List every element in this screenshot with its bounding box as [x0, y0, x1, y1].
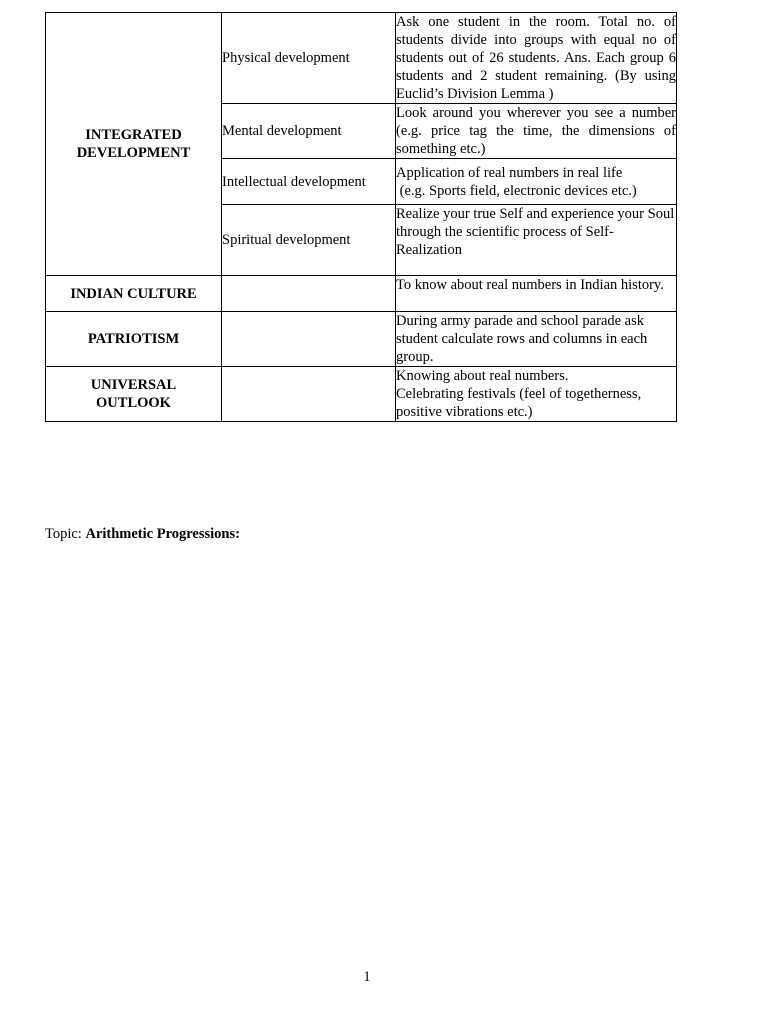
activity-line: Celebrating festivals (feel of togetherness, positive vibrations etc.)	[396, 386, 642, 420]
table-row	[46, 312, 677, 367]
category-line: UNIVERSAL	[90, 377, 177, 393]
category-indian-culture: INDIAN CULTURE	[46, 276, 222, 312]
sub-mental-development: Mental development	[222, 104, 396, 159]
category-integrated-development: INTEGRATED DEVELOPMENT	[46, 13, 222, 276]
table-row	[46, 367, 677, 422]
category-line: OUTLOOK	[96, 395, 171, 411]
sub-intellectual-development: Intellectual development	[222, 159, 396, 205]
sub-empty	[222, 367, 396, 422]
value-integration-table	[45, 12, 677, 422]
activity-patriotism: During army parade and school parade ask student calculate rows and columns in each group.	[396, 312, 677, 367]
sub-physical-development: Physical development	[222, 13, 396, 104]
sub-empty	[222, 312, 396, 367]
activity-physical-development: Ask one student in the room. Total no. of students divide into groups with equal no of students out of 26 students. Ans. Each group 6 students and 2 student remaining. (By using Euclid’s Division Lemma )	[396, 14, 676, 102]
activity-line: (e.g. Sports field, electronic devices etc.)	[396, 182, 637, 199]
table-row	[46, 13, 677, 104]
page-number: 1	[363, 969, 371, 985]
activity-intellectual-development	[396, 159, 677, 205]
sub-empty	[222, 276, 396, 312]
activity-mental-development: Look around you wherever you see a number (e.g. price tag the time, the dimensions of something etc.)	[396, 105, 676, 157]
category-universal-outlook	[46, 367, 222, 422]
table-row	[46, 276, 677, 312]
activity-line: Application of real numbers in real life	[396, 164, 623, 181]
sub-spiritual-development: Spiritual development	[222, 205, 396, 276]
activity-indian-culture: To know about real numbers in Indian history.	[396, 276, 677, 312]
topic-heading	[45, 526, 240, 543]
activity-line: Knowing about real numbers.	[396, 368, 569, 384]
topic-label: Topic:	[45, 526, 86, 542]
activity-spiritual-development: Realize your true Self and experience your Soul through the scientific process of Self-Realization	[396, 205, 677, 276]
category-patriotism: PATRIOTISM	[46, 312, 222, 367]
activity-universal-outlook	[396, 367, 677, 422]
topic-title: Arithmetic Progressions:	[85, 526, 240, 542]
